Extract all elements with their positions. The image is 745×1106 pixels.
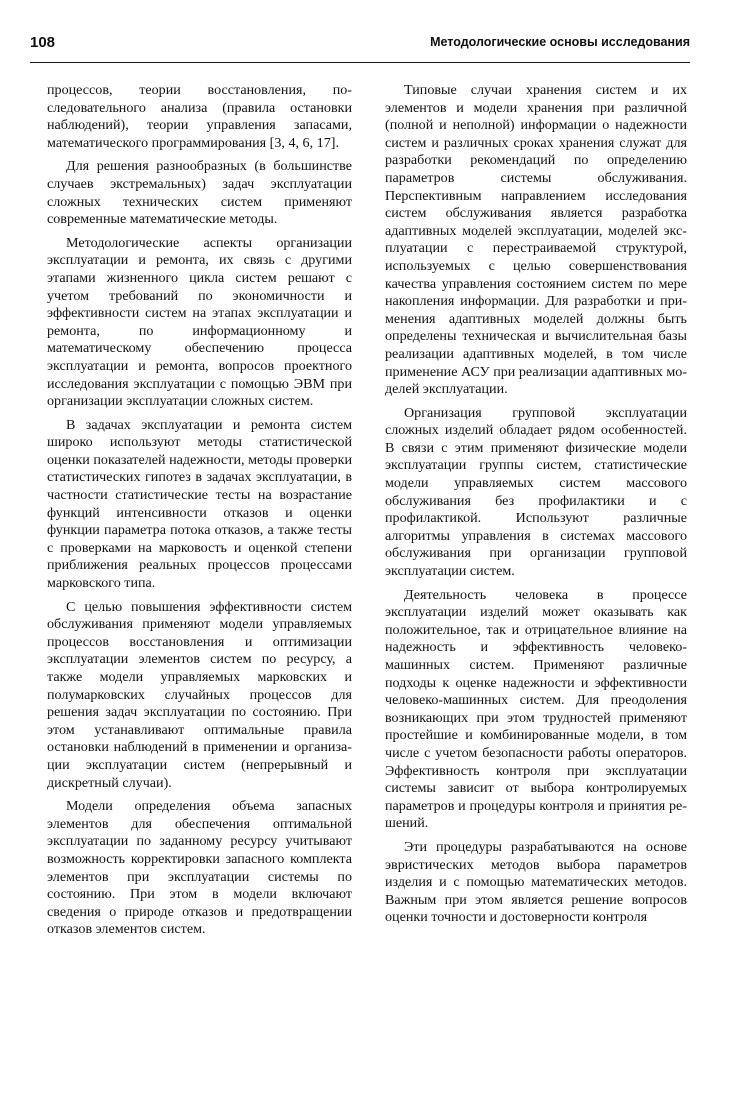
left-column: [47, 82, 352, 945]
page-number: 108: [30, 34, 56, 51]
paragraph: В задачах эксплуатации и ремонта систем широко используют методы статистической оценки показателей надежности, методы проверки статистических гипотез в задачах эксплуатации, в частности статистические тесты на возрастание функций интенсивности отказов и оценки функции параметра потока отказов, а также тесты с проверками на марковость и оценкой степени приближения реальных процессов процессами марковского типа.: [47, 416, 352, 592]
paragraph: процессов, теории восстановления, последовательного анализа (правила остановки наблюдений), теории управления запасами, математического программирования [3, 4, 6, 17].: [47, 82, 352, 151]
paragraph: Типовые случаи хранения систем и их элементов и модели хранения при различной (полной и неполной) информации о надежности систем и различных сроках хранения служат для разработки рекомендаций по определению параметров системы обслуживания. Перспективным направлением исследования систем обслуживания является разработка адаптивных моделей эксплуатации, моделей эксплуатации с перестраиваемой структурой, используемых с целью совершенствования качества управления состоянием систем по мере накопления информации. Для разработки и применения адаптивных моделей должны быть определены техническая и вычислительная базы реализации адаптивных моделей, в том числе применение АСУ при реализации адаптивных моделей эксплуатации.: [385, 82, 687, 398]
paragraph: Для решения разнообразных (в большинстве случаев экстремальных) задач эксплуатации сложных технических систем применяют современные математические методы.: [47, 158, 352, 228]
paragraph: Организация групповой эксплуатации сложных изделий обладает рядом особенностей. В связи с этим применяют физические модели эксплуатации группы систем, статистические модели управляемых систем массового обслуживания без профилактики и с профилактикой. Используют различные алгоритмы управления в системах массового обслуживания при организации групповой эксплуатации систем.: [385, 404, 687, 580]
page-header: [30, 28, 690, 63]
right-column: [385, 82, 687, 933]
paragraph: Деятельность человека в процессе эксплуатации изделий может оказывать как положительное, так и отрицательное влияние на надежность и эффективность человеко-машинных систем. Применяют различные подходы к оценке надежности и эффективности человеко-машинных систем. Для преодоления возникающих при этом трудностей применяют простейшие и комбинированные модели, в том числе с учетом безопасности работы операторов. Эффективность контроля при эксплуатации системы зависит от выбора контролируемых параметров и процедуры контроля и принятия решений.: [385, 586, 687, 832]
paragraph: Модели определения объема запасных элементов для обеспечения оптимальной эксплуатации по заданному ресурсу учитывают возможность корректировки запасного комплекта элементов при эксплуатации системы по состоянию. При этом в модели включают сведения о природе отказов и предотвращении отказов элементов систем.: [47, 798, 352, 938]
paragraph: С целью повышения эффективности систем обслуживания применяют модели управляемых процессов восстановления и оптимизации эксплуатации элементов систем по ресурсу, а также модели управляемых марковских и полумарковских случайных процессов для решения задач эксплуатации по состоянию. При этом устанавливают оптимальные правила остановки наблюдений в применении и организации эксплуатации систем (непрерывный и дискретный случаи).: [47, 598, 352, 791]
running-title: Методологические основы исследования: [430, 35, 690, 49]
paragraph: Методологические аспекты организации эксплуатации и ремонта, их связь с другими этапами жизненного цикла систем решают с учетом требований по экономичности и эффективности систем на этапах эксплуатации и ремонта, по информационному и математическому обеспечению процесса эксплуатации и ремонта, вопросов проектного исследования эксплуатации с помощью ЭВМ при организации эксплуатации сложных систем.: [47, 234, 352, 410]
paragraph: Эти процедуры разрабатываются на основе эвристических методов выбора параметров изделия и с помощью математических методов. Важным при этом является решение вопросов оценки точности и достоверности контроля: [385, 838, 687, 926]
